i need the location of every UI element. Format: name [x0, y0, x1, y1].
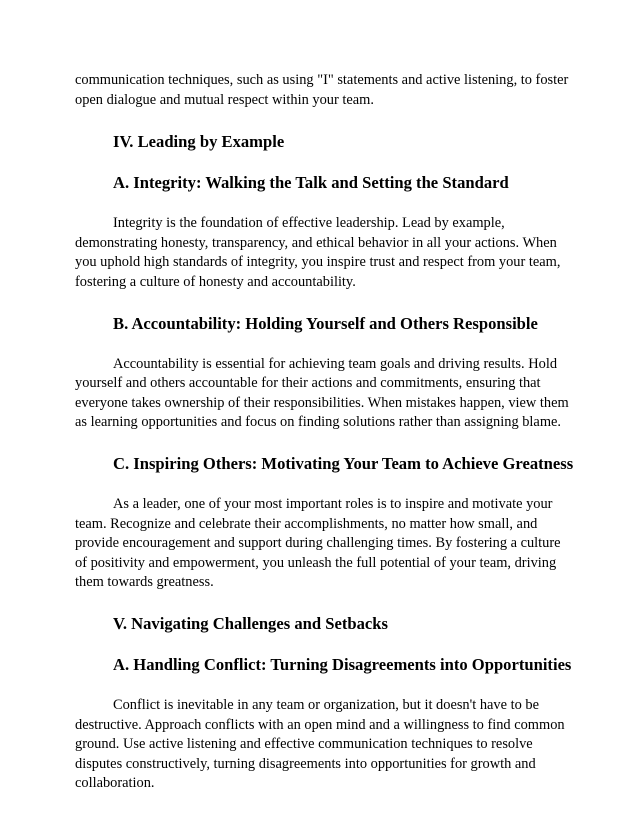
section-heading-leading-by-example: IV. Leading by Example: [113, 132, 285, 152]
paragraph-handling-conflict: Conflict is inevitable in any team or organization, but it doesn't have to be destructive. Approach conflicts with an open mind and a willingness to find common ground. Use active listening and effective communication techniques to resolve disputes constructively, turning disagreements into opportunities for growth and collaboration.: [75, 696, 565, 792]
section-heading-navigating-challenges: V. Navigating Challenges and Setbacks: [113, 613, 388, 633]
continuation-paragraph: communication techniques, such as using "I" statements and active listening, to foster open dialogue and mutual respect within your team.: [75, 72, 569, 108]
subsection-heading-integrity: A. Integrity: Walking the Talk and Setting the Standard: [113, 173, 509, 193]
subsection-heading-inspiring-others: C. Inspiring Others: Motivating Your Team to Achieve Greatness: [113, 453, 574, 473]
paragraph-accountability: Accountability is essential for achieving team goals and driving results. Hold yourself and others accountable for their actions and commitments, ensuring that everyone takes ownership of their responsibilities. When mistakes happen, view them as learning opportunities and focus on finding solutions rather than assigning blame.: [75, 355, 569, 431]
subsection-heading-accountability: B. Accountability: Holding Yourself and Others Responsible: [113, 313, 538, 333]
paragraph-integrity: Integrity is the foundation of effective leadership. Lead by example, demonstrating honesty, transparency, and ethical behavior in all your actions. When you uphold high standards of integrity, you inspire trust and respect from your team, fostering a culture of honesty and accountability.: [75, 215, 561, 290]
subsection-heading-handling-conflict: A. Handling Conflict: Turning Disagreements into Opportunities: [113, 654, 572, 674]
document-page: [75, 71, 575, 794]
paragraph-inspiring-others: As a leader, one of your most important roles is to inspire and motivate your team. Recognize and celebrate their accomplishments, no matter how small, and provide encouragement and support during challenging times. By fostering a culture of positivity and empowerment, you unleash the full potential of your team, driving them towards greatness.: [75, 495, 561, 591]
